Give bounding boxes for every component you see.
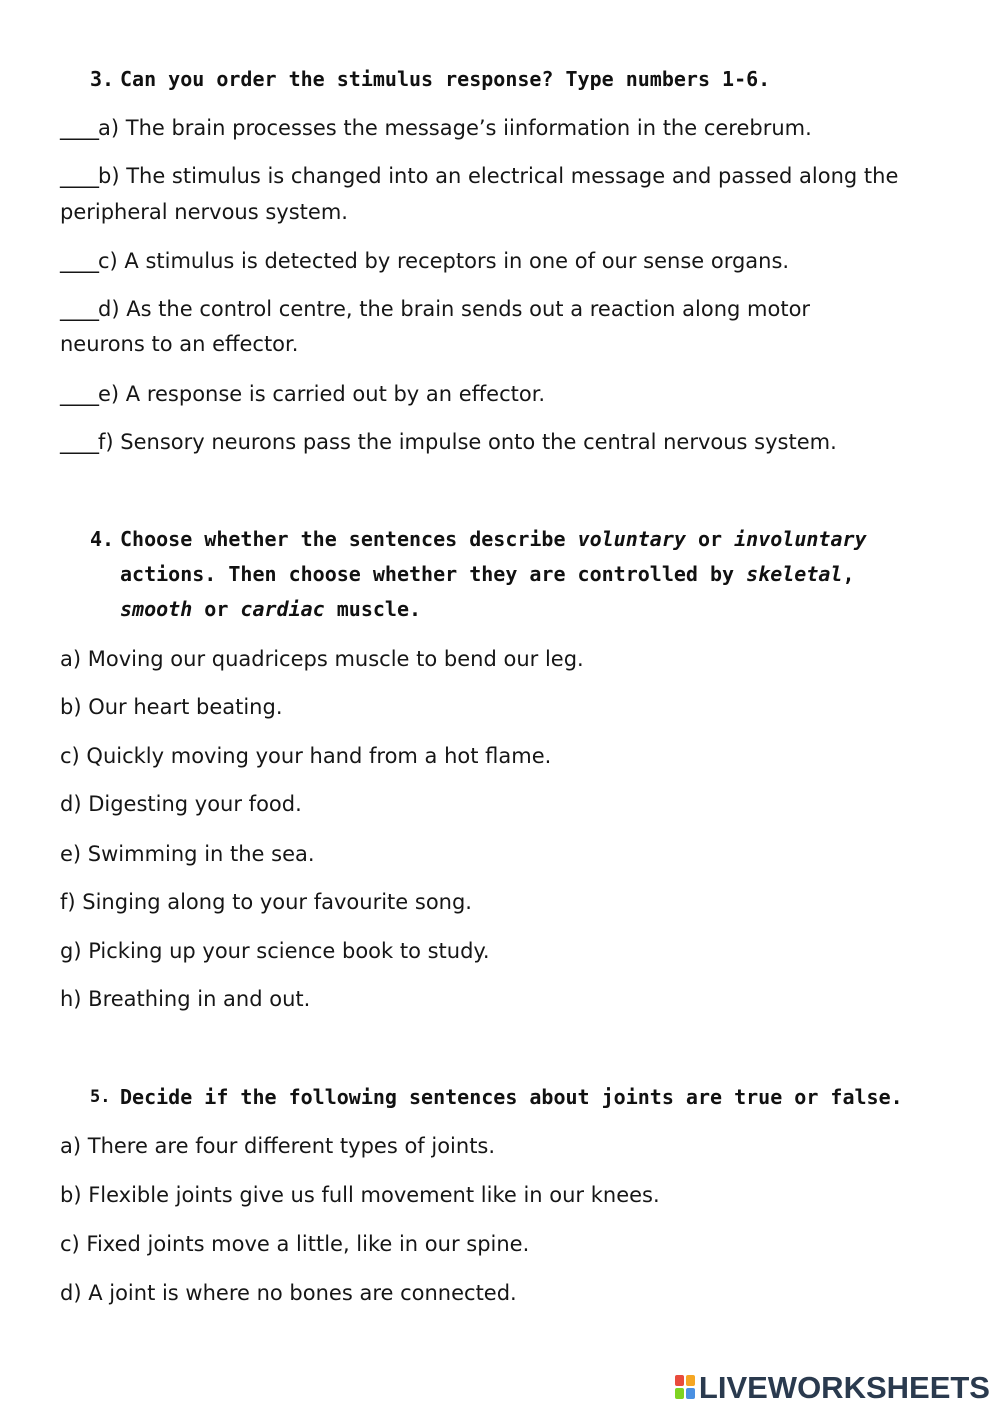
q3-answer-blank-c[interactable]: ____ — [60, 249, 98, 273]
question-3-number: 3. — [90, 67, 115, 91]
question-5-text: Decide if the following sentences about joints are true or false. — [120, 1085, 903, 1109]
liveworksheets-brand-text: LIVEWORKSHEETS — [698, 1370, 990, 1405]
q3-item-e: ____e) A response is carried out by an effector. — [60, 382, 546, 406]
term-smooth: smooth — [120, 597, 193, 621]
q4-item-a: a) Moving our quadriceps muscle to bend our leg. — [60, 647, 584, 671]
q3-item-b: ____b) The stimulus is changed into an electrical message and passed along the — [60, 164, 899, 188]
q4-item-g: g) Picking up your science book to study. — [60, 939, 490, 963]
q3-answer-blank-d[interactable]: ____ — [60, 297, 98, 321]
q3-answer-blank-e[interactable]: ____ — [60, 382, 98, 406]
question-5-number: 5. — [90, 1087, 111, 1107]
liveworksheets-logo — [675, 1371, 990, 1405]
question-4-heading — [90, 522, 950, 632]
q3-answer-blank-b[interactable]: ____ — [60, 164, 98, 188]
term-skeletal: skeletal — [746, 562, 843, 586]
q4-item-e: e) Swimming in the sea. — [60, 842, 315, 866]
q4-item-h: h) Breathing in and out. — [60, 987, 311, 1011]
q3-item-d: ____d) As the control centre, the brain sends out a reaction along motor — [60, 297, 811, 321]
q3-item-b-continued: peripheral nervous system. — [60, 200, 348, 224]
question-3-heading — [90, 62, 950, 97]
q5-item-a: a) There are four different types of joints. — [60, 1134, 496, 1158]
q4-item-b: b) Our heart beating. — [60, 695, 283, 719]
question-3-text: Can you order the stimulus response? Type numbers 1-6. — [120, 67, 771, 91]
question-5-heading — [90, 1080, 950, 1115]
q4-item-c: c) Quickly moving your hand from a hot flame. — [60, 744, 552, 768]
q5-item-c: c) Fixed joints move a little, like in our spine. — [60, 1232, 530, 1256]
liveworksheets-mark-icon — [675, 1375, 697, 1401]
q5-item-b: b) Flexible joints give us full movement like in our knees. — [60, 1183, 660, 1207]
term-involuntary: involuntary — [734, 527, 867, 551]
q3-item-f: ____f) Sensory neurons pass the impulse onto the central nervous system. — [60, 430, 837, 454]
q3-answer-blank-a[interactable]: ____ — [60, 116, 98, 140]
question-4-number: 4. — [90, 527, 115, 551]
question-4-text: Choose whether the sentences describe voluntary or involuntary actions. Then choose whether they are controlled by skeletal, smooth or cardiac muscle. — [120, 527, 867, 621]
q3-item-a: ____a) The brain processes the message’s iinformation in the cerebrum. — [60, 116, 812, 140]
term-cardiac: cardiac — [240, 597, 325, 621]
q4-item-d: d) Digesting your food. — [60, 792, 302, 816]
q5-item-d: d) A joint is where no bones are connected. — [60, 1281, 517, 1305]
term-voluntary: voluntary — [577, 527, 686, 551]
q3-item-c: ____c) A stimulus is detected by receptors in one of our sense organs. — [60, 249, 790, 273]
q4-item-f: f) Singing along to your favourite song. — [60, 890, 472, 914]
q3-answer-blank-f[interactable]: ____ — [60, 430, 98, 454]
q3-item-d-continued: neurons to an effector. — [60, 332, 299, 356]
